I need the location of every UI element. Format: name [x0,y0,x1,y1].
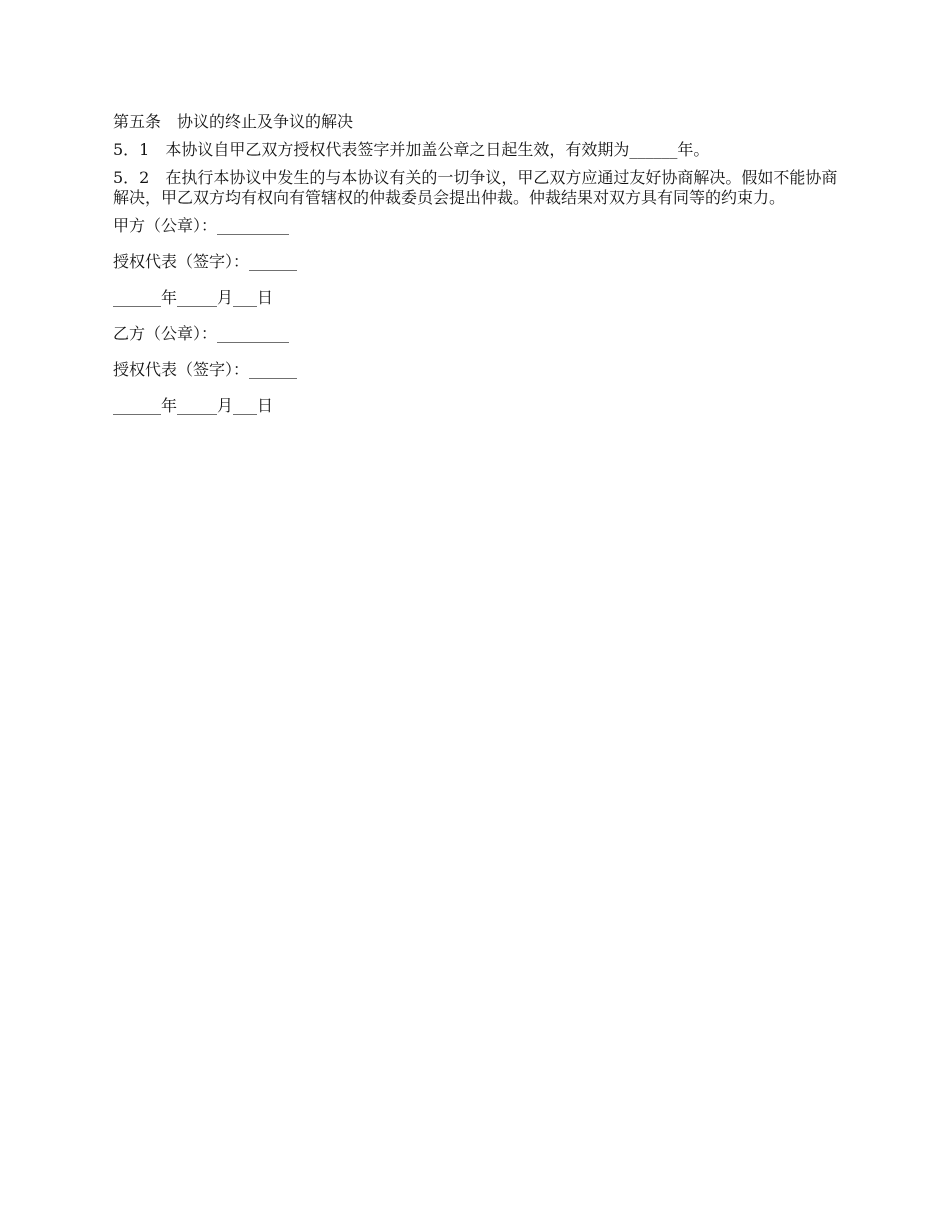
party-b-representative-line: 授权代表（签字）：______ [113,360,298,379]
party-a-seal-line: 甲方（公章）：_________ [113,216,290,235]
clause-5-1: 5．1 本协议自甲乙双方授权代表签字并加盖公章之日起生效，有效期为______年。 [113,140,710,159]
party-a-date-line: ______年_____月___日 [113,288,274,307]
document-page [113,112,843,432]
party-a-representative-line: 授权代表（签字）：______ [113,252,298,271]
party-b-seal-line: 乙方（公章）：_________ [113,324,290,343]
article-heading: 第五条 协议的终止及争议的解决 [113,112,354,131]
party-b-date-line: ______年_____月___日 [113,396,274,415]
clause-5-2: 5．2 在执行本协议中发生的与本协议有关的一切争议，甲乙双方应通过友好协商解决。假如不能协商解决，甲乙双方均有权向有管辖权的仲裁委员会提出仲裁。仲裁结果对双方具有同等的约束力。 [113,168,838,207]
